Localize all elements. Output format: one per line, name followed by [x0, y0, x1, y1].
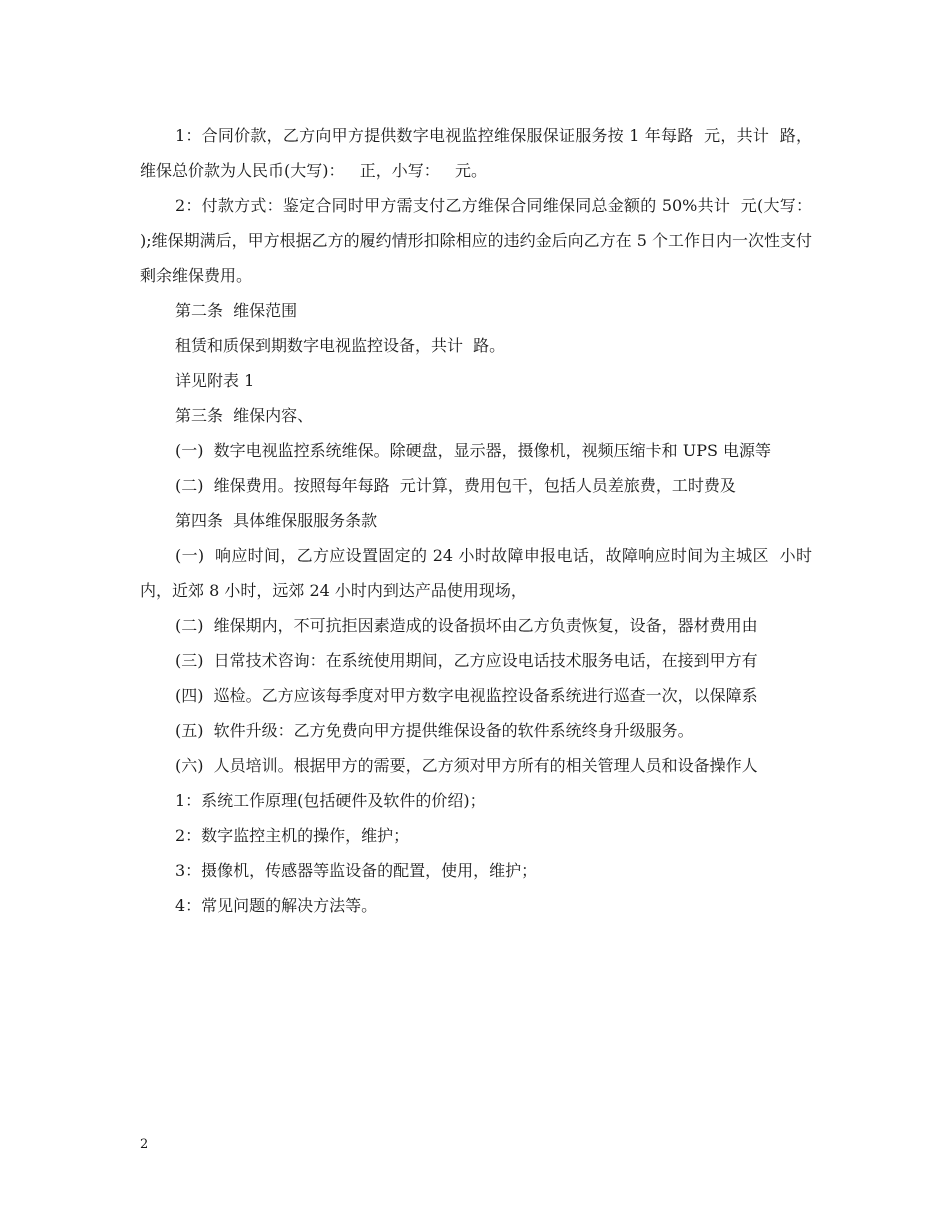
paragraph-content-1: (一) 数字电视监控系统维保。除硬盘，显示器，摄像机，视频压缩卡和 UPS 电源等	[175, 441, 772, 460]
article-3-heading: 第三条 维保内容、	[175, 406, 314, 425]
article-4-heading: 第四条 具体维保服服务条款	[175, 511, 378, 530]
paragraph-terms-3: (三) 日常技术咨询：在系统使用期间，乙方应设电话技术服务电话，在接到甲方有	[175, 651, 758, 670]
paragraph-payment-method: 2：付款方式：鉴定合同时甲方需支付乙方维保合同维保同总金额的 50%共计 元(大写： );维保期满后，甲方根据乙方的履约情形扣除相应的违约金后向乙方在 5 个工作日内一次性支付剩余维保费用。	[140, 196, 823, 285]
training-item-3: 3：摄像机，传感器等监设备的配置，使用，维护；	[175, 861, 538, 880]
paragraph-scope: 租赁和质保到期数字电视监控设备，共计 路。	[175, 336, 506, 355]
paragraph-terms-6: (六) 人员培训。根据甲方的需要，乙方须对甲方所有的相关管理人员和设备操作人	[175, 756, 758, 775]
paragraph-terms-5: (五) 软件升级：乙方免费向甲方提供维保设备的软件系统终身升级服务。	[175, 721, 694, 740]
page-number: 2	[140, 1137, 149, 1152]
paragraph-terms-1: (一) 响应时间，乙方应设置固定的 24 小时故障申报电话，故障响应时间为主城区 小时内，近郊 8 小时，远郊 24 小时内到达产品使用现场，	[140, 546, 812, 600]
paragraph-contract-price: 1：合同价款，乙方向甲方提供数字电视监控维保服保证服务按 1 年每路 元，共计 路，维保总价款为人民币(大写)： 正，小写： 元。	[140, 126, 812, 180]
training-item-1: 1：系统工作原理(包括硬件及软件的价绍)；	[175, 791, 486, 810]
paragraph-content-2: (二) 维保费用。按照每年每路 元计算，费用包干，包括人员差旅费，工时费及	[175, 476, 736, 495]
training-item-4: 4：常见问题的解决方法等。	[175, 896, 378, 915]
paragraph-terms-4: (四) 巡检。乙方应该每季度对甲方数字电视监控设备系统进行巡查一次，以保障系	[175, 686, 758, 705]
article-2-heading: 第二条 维保范围	[175, 301, 298, 320]
paragraph-terms-2: (二) 维保期内，不可抗拒因素造成的设备损坏由乙方负责恢复，设备，器材费用由	[175, 616, 758, 635]
paragraph-see-appendix: 详见附表 1	[175, 371, 255, 390]
document-body	[140, 118, 823, 923]
training-item-2: 2：数字监控主机的操作，维护；	[175, 826, 410, 845]
